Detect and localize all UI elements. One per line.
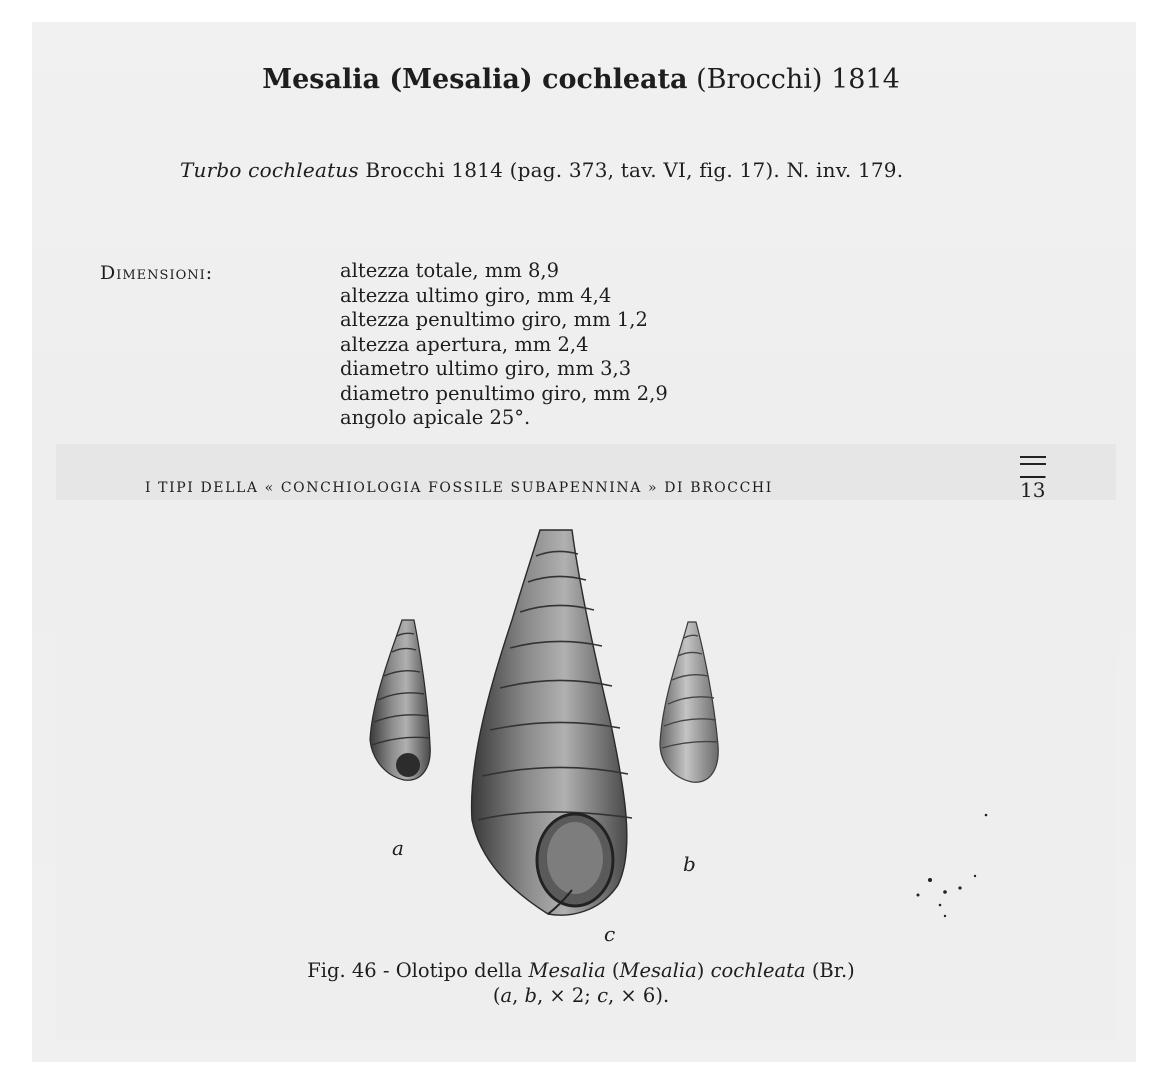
caption-open: (: [492, 984, 501, 1007]
shell-b-illustration: [660, 622, 718, 782]
caption-genus: Mesalia: [528, 959, 606, 982]
dimension-item: diametro penultimo giro, mm 2,9: [340, 381, 668, 405]
caption-line-1: Fig. 46 - Olotipo della Mesalia (Mesalia) cochleata (Br.): [307, 959, 855, 982]
shell-c-illustration: [472, 530, 632, 915]
species-year: 1814: [831, 64, 900, 95]
dimension-item: altezza apertura, mm 2,4: [340, 332, 589, 356]
dimension-item: angolo apicale 25°.: [340, 406, 531, 429]
running-head: I TIPI DELLA « CONCHIOLOGIA FOSSILE SUBAPENNINA » DI BROCCHI: [145, 480, 773, 496]
species-author: (Brocchi): [696, 64, 823, 95]
caption-b: b: [524, 984, 537, 1007]
caption-a: a: [500, 984, 513, 1007]
synonym-reference: Brocchi 1814 (pag. 373, tav. VI, fig. 17). N. inv. 179.: [358, 158, 904, 182]
figure-caption: [0, 958, 1162, 1008]
caption-author: (Br.): [805, 959, 855, 982]
caption-c: c: [597, 984, 608, 1007]
dimensions-label: Dimensioni:: [100, 262, 214, 284]
caption-species: cochleata: [710, 959, 806, 982]
figure-label-b: b: [683, 852, 696, 876]
dimension-item: altezza ultimo giro, mm 4,4: [340, 283, 612, 307]
caption-subgenus: Mesalia: [619, 959, 697, 982]
dimension-item: diametro ultimo giro, mm 3,3: [340, 357, 632, 380]
dimension-item: altezza totale, mm 8,9: [340, 259, 560, 282]
caption-prefix: Fig. 46 - Olotipo della: [307, 959, 529, 982]
figure-label-a: a: [392, 836, 404, 860]
figure-label-c: c: [604, 922, 616, 946]
synonym-name: Turbo cochleatus: [180, 158, 359, 182]
dimension-item: altezza penultimo giro, mm 1,2: [340, 308, 648, 331]
page-number: 13: [1020, 478, 1046, 502]
scan-specks: [917, 814, 988, 918]
caption-mag-2: , × 6).: [608, 984, 670, 1007]
caption-line-2: (a, b, × 2; c, × 6).: [492, 984, 670, 1007]
shell-a-illustration: [370, 620, 430, 780]
species-name: Mesalia (Mesalia) cochleata: [262, 64, 688, 95]
caption-mag-1: , × 2;: [536, 984, 598, 1007]
